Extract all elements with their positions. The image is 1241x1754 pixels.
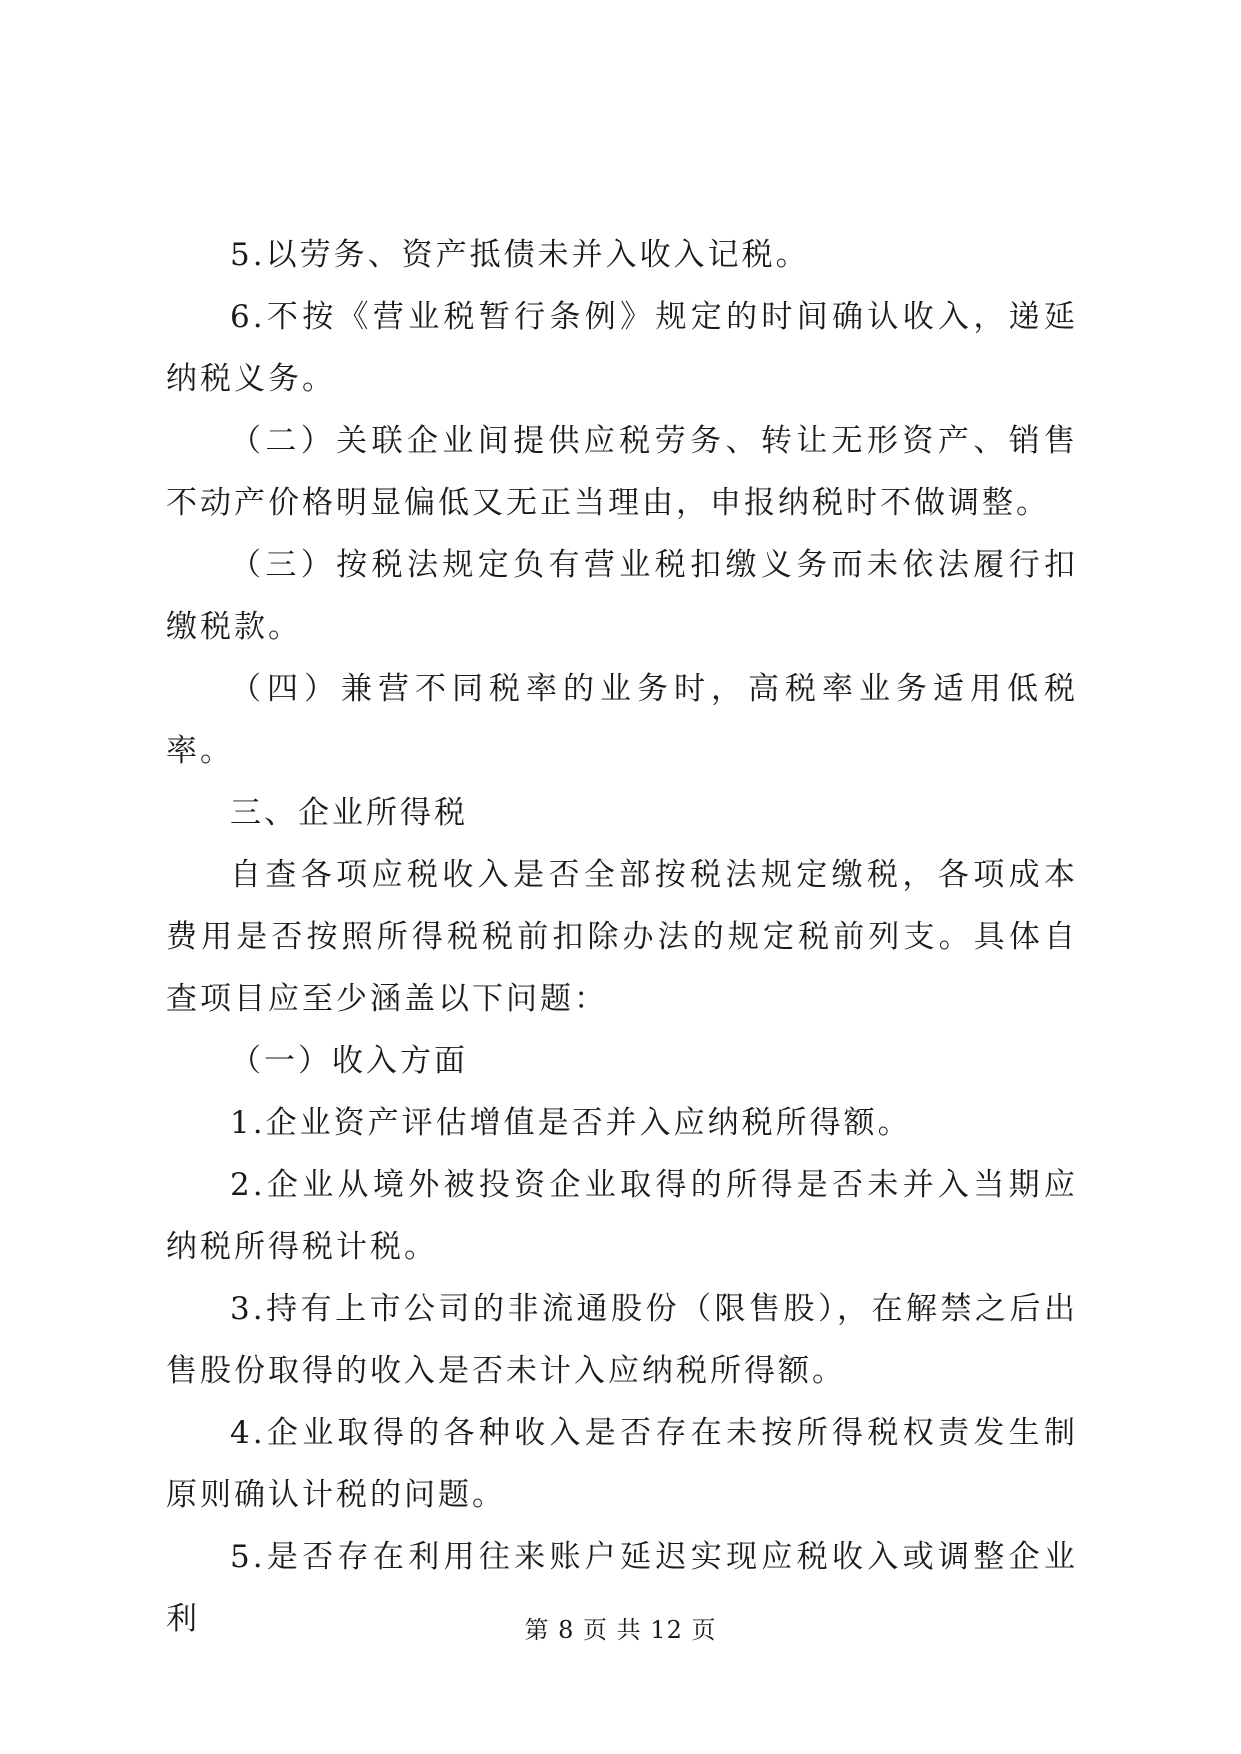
paragraph: （四）兼营不同税率的业务时，高税率业务适用低税率。 xyxy=(166,671,1078,769)
paragraph: 6.不按《营业税暂行条例》规定的时间确认收入，递延纳税义务。 xyxy=(166,299,1078,397)
paragraph: 4.企业取得的各种收入是否存在未按所得税权责发生制原则确认计税的问题。 xyxy=(166,1415,1078,1513)
paragraph: （二）关联企业间提供应税劳务、转让无形资产、销售不动产价格明显偏低又无正当理由，申报纳税时不做调整。 xyxy=(166,423,1078,521)
section-heading: 三、企业所得税 xyxy=(230,795,468,831)
paragraph: 2.企业从境外被投资企业取得的所得是否未并入当期应纳税所得税计税。 xyxy=(166,1167,1078,1265)
paragraph: 1.企业资产评估增值是否并入应纳税所得额。 xyxy=(230,1105,912,1141)
paragraph: 3.持有上市公司的非流通股份（限售股），在解禁之后出售股份取得的收入是否未计入应纳税所得额。 xyxy=(166,1291,1078,1389)
page-number-footer: 第 8 页 共 12 页 xyxy=(524,1616,717,1644)
paragraph: 5.以劳务、资产抵债未并入收入记税。 xyxy=(230,237,810,273)
document-body xyxy=(166,224,1078,1650)
paragraph: 5.是否存在利用往来账户延迟实现应税收入或调整企业利 xyxy=(166,1539,1078,1637)
paragraph: 自查各项应税收入是否全部按税法规定缴税，各项成本费用是否按照所得税税前扣除办法的规定税前列支。具体自查项目应至少涵盖以下问题： xyxy=(166,857,1078,1017)
subsection-heading: （一）收入方面 xyxy=(230,1043,468,1079)
paragraph: （三）按税法规定负有营业税扣缴义务而未依法履行扣缴税款。 xyxy=(166,547,1078,645)
